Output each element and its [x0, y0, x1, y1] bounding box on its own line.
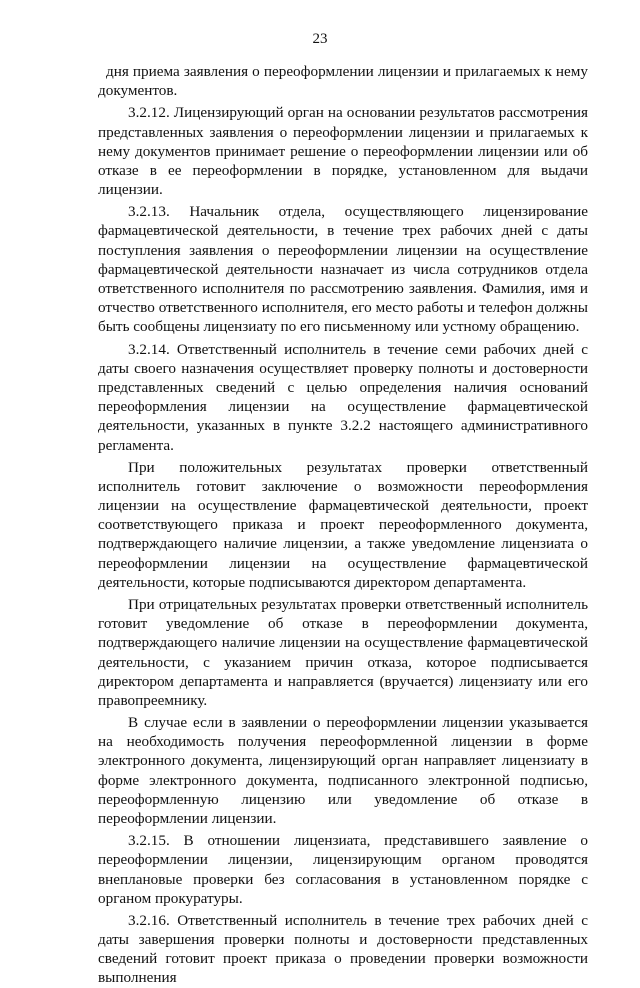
document-body: [98, 62, 588, 988]
paragraph-3-2-14: 3.2.14. Ответственный исполнитель в течение семи рабочих дней с даты своего назначения осуществляет проверку полноты и достоверности представленных сведений с целью определения наличия оснований переоформления лицензии на осуществление фармацевтической деятельности, указанных в пункте 3.2.2 настоящего административного регламента.: [98, 340, 588, 454]
paragraph-3-2-13: 3.2.13. Начальник отдела, осуществляющего лицензирование фармацевтической деятельности, в течение трех рабочих дней с даты поступления заявления о переоформлении лицензии на осуществление фармацевтической деятельности назначает из числа сотрудников отдела ответственного исполнителя по рассмотрению заявления. Фамилия, имя и отчество ответственного исполнителя, его место работы и телефон должны быть сообщены лицензиату по его письменному или устному обращению.: [98, 203, 588, 336]
paragraph-negative-results: При отрицательных результатах проверки ответственный исполнитель готовит уведомление об отказе в переоформлении документа, подтверждающего наличие лицензии на осуществление фармацевтической деятельности, с указанием причин отказа, которое подписывается директором департамента и направляется (вручается) лицензиату или его правопреемнику.: [98, 595, 588, 709]
paragraph-positive-results: При положительных результатах проверки ответственный исполнитель готовит заключение о возможности переоформления лицензии на осуществление фармацевтической деятельности, проект соответствующего приказа и проект переоформленного документа, подтверждающего наличие лицензии, а также уведомление лицензиата о переоформлении лицензии на осуществление фармацевтической деятельности, которые подписываются директором департамента.: [98, 458, 588, 591]
page-number: 23: [312, 31, 328, 47]
paragraph-continuation: дня приема заявления о переоформлении лицензии и прилагаемых к нему документов.: [98, 63, 588, 100]
paragraph-electronic-document: В случае если в заявлении о переоформлении лицензии указывается на необходимость получения переоформленной лицензии в форме электронного документа, лицензирующий орган направляет лицензиату в форме электронного документа, подписанного электронной подписью, переоформленную лицензию или уведомление об отказе в переоформлении лицензии.: [98, 714, 588, 828]
paragraph-3-2-15: 3.2.15. В отношении лицензиата, представившего заявление о переоформлении лицензии, лицензирующим органом проводятся внеплановые проверки без согласования в установленном порядке с органом прокуратуры.: [98, 832, 588, 907]
paragraph-3-2-12: 3.2.12. Лицензирующий орган на основании результатов рассмотрения представленных заявления о переоформлении лицензии и прилагаемых к нему документов принимает решение о переоформлении лицензии или об отказе в ее переоформлении в порядке, установленном для выдачи лицензии.: [98, 104, 588, 199]
paragraph-3-2-16: 3.2.16. Ответственный исполнитель в течение трех рабочих дней с даты завершения проверки полноты и достоверности представленных сведений готовит проект приказа о проведении проверки возможности выполнения: [98, 911, 588, 987]
